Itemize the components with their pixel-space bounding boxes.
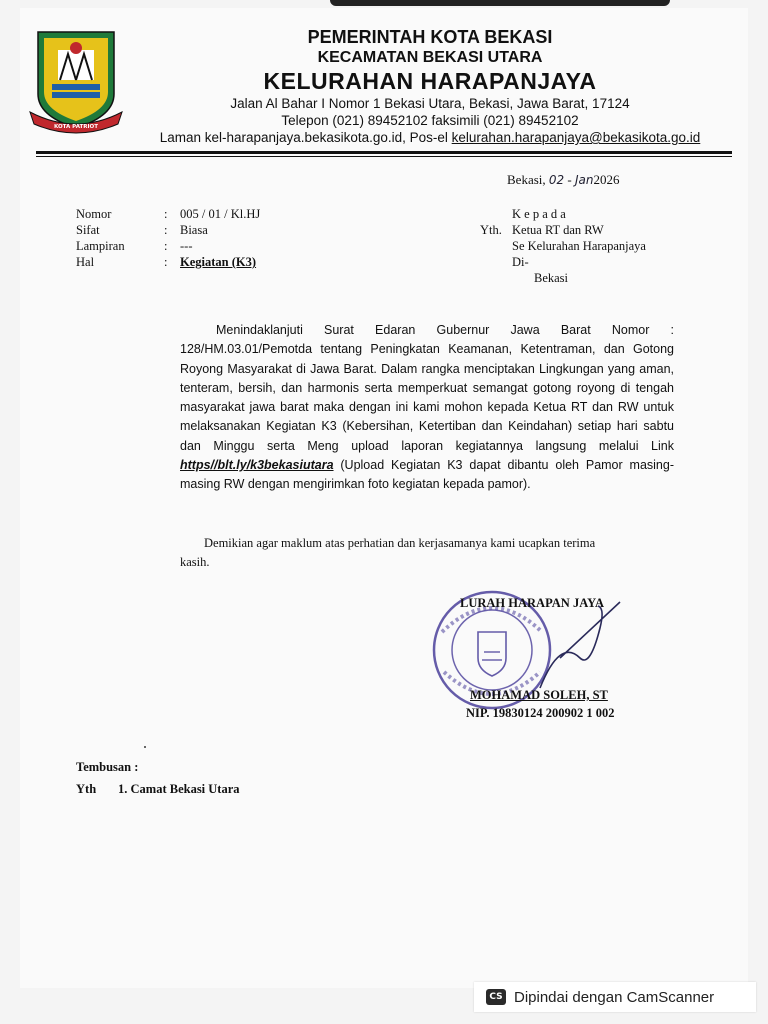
letterhead-rule-thick [36,151,732,154]
recipient-block [480,206,646,286]
city-emblem-logo [28,24,124,136]
meta-label: Lampiran [76,239,125,253]
district-name: KECAMATAN BEKASI UTARA [317,49,543,66]
recipient-line: Di- [512,255,529,269]
meta-label: Nomor [76,207,112,221]
date-month: Jan [575,173,594,187]
meta-row-lampiran: Lampiran : --- [76,239,193,253]
letterhead-rule-thin [36,156,732,157]
meta-value: Biasa [180,223,208,237]
recipient-line: Bekasi [534,271,569,285]
scan-speck [144,746,146,748]
body-part2: (Upload Kegiatan K3 dapat dibantu oleh Pamor masing-masing RW dengan mengirimkan foto kegiatan kepada pamor). [180,458,674,492]
letter-page [20,8,748,988]
logo-ribbon-text: KOTA PATRIOT [53,124,99,130]
subdistrict-name: KELURAHAN HARAPANJAYA [263,68,597,94]
meta-row-sifat: Sifat : Biasa [76,223,208,237]
email-link[interactable]: kelurahan.harapanjaya@bekasikota.go.id [451,130,701,145]
recipient-line: Se Kelurahan Harapanjaya [512,239,646,253]
date-year: 2026 [593,172,620,187]
signatory-nip: NIP. 19830124 200902 1 002 [466,706,615,720]
tembusan-recipient: 1. Camat Bekasi Utara [118,782,240,796]
tembusan-title: Tembusan : [76,760,139,774]
camscanner-label: Dipindai dengan CamScanner [514,988,715,1006]
meta-row-nomor: Nomor : 005 / 01 / Kl.HJ [76,207,261,221]
letter-date [507,172,620,188]
tembusan-yth: Yth [76,782,97,796]
web-prefix: Laman kel-harapanjaya.bekasikota.go.id, Pos-el [159,130,452,145]
closing-text: Demikian agar maklum atas perhatian dan kerjasamanya kami ucapkan terima [204,536,596,550]
camscanner-badge [474,982,756,1012]
closing-line [180,530,674,557]
meta-value: Kegiatan (K3) [180,255,257,269]
date-sep: - [564,172,576,187]
letter-meta [76,206,260,270]
meta-row-hal: Hal : Kegiatan (K3) [76,255,257,269]
kepada-label: K e p a d a [512,207,566,221]
body-part1: Menindaklanjuti Surat Edaran Gubernur Jawa Barat Nomor : 128/HM.03.01/Pemotda tentang Peningkatan Keamanan, Ketentraman, dan Gotong Royong Masyarakat di Jawa Barat. Dalam rangka menciptakan Lingkungan yang aman, tenteram, bersih, dan harmonis serta memperkuat semangat gotong royong di tengah masyarakat jawa barat maka dengan ini kami mohon kepada Ketua RT dan RW untuk melaksanakan Kegiatan K3 (Kebersihan, Ketertiban dan Keindahan) setiap hari sabtu dan Minggu serta Meng upload laporan kegiatannya langsung melalui Link [180,323,674,453]
phone-line: Telepon (021) 89452102 faksimili (021) 89452102 [281,113,579,128]
address-line: Jalan Al Bahar I Nomor 1 Bekasi Utara, Bekasi, Jawa Barat, 17124 [230,96,630,111]
recipient-line: Ketua RT dan RW [512,223,604,237]
letterhead [120,26,740,146]
web-line [120,129,740,146]
government-name: PEMERINTAH KOTA BEKASI [307,27,553,47]
body-paragraph [180,321,674,495]
meta-label: Hal [76,255,95,269]
meta-value: --- [180,239,193,253]
signatory-name: MOHAMAD SOLEH, ST [470,688,608,702]
yth-label: Yth. [480,223,502,237]
date-day: 02 [548,173,565,187]
camscanner-icon: CS [486,989,506,1005]
scan-edge [330,0,670,6]
signatory-title: LURAH HARAPAN JAYA [460,596,604,610]
closing-continuation: kasih. [180,555,210,569]
tembusan-item [76,782,240,797]
meta-value: 005 / 01 / Kl.HJ [180,207,261,221]
date-prefix: Bekasi, [507,172,549,187]
upload-link[interactable]: https//blt.ly/k3bekasiutara [180,458,334,473]
meta-label: Sifat [76,223,100,237]
